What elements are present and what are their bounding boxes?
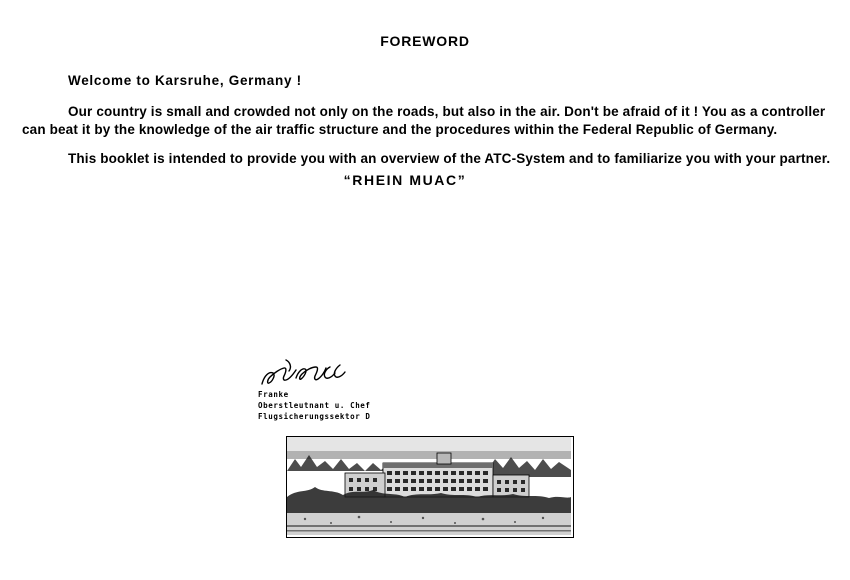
callsign-text: “RHEIN MUAC” [343,172,467,188]
greeting-paragraph: Welcome to Karsruhe, Germany ! [68,73,302,88]
building-photograph [286,436,574,538]
page-title: FOREWORD [380,33,470,49]
handwritten-signature-icon [258,358,368,390]
signature-details [258,390,518,423]
paragraph-two: This booklet is intended to provide you with an overview of the ATC-System and to familiarize you with your partner. [68,150,831,166]
signer-name: Franke [258,390,289,399]
foreword-body [22,72,840,167]
signature-block [258,358,518,423]
signer-unit: Flugsicherungssektor D [258,411,371,421]
signer-rank: Oberstleutnant u. Chef [258,400,371,410]
paragraph-one: Our country is small and crowded not only on the roads, but also in the air. Don't be afraid of it ! You as a controller can beat it by the knowledge of the air traffic structure and the procedures within the Federal Republic of Germany. [22,104,826,137]
